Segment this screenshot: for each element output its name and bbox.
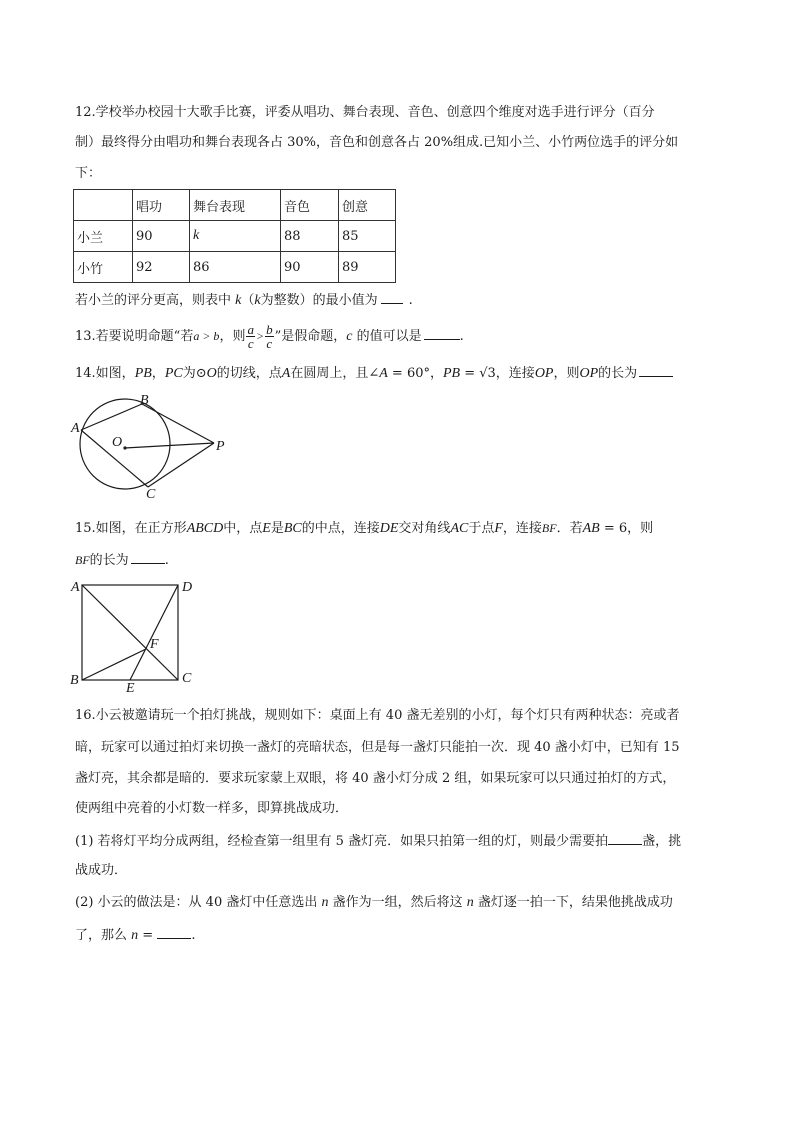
q13-line: 13.若要说明命题“若a > b，则 $\frac{a}{c}$ > $\frac{b}{c}$ ”是假命题，c 的值可以是 . (75, 322, 464, 351)
table-cell: 90 (281, 252, 339, 283)
square-figure (66, 574, 202, 696)
label-b: B (140, 393, 149, 408)
answer-blank[interactable] (157, 924, 191, 939)
q16-part1-line-2: 战成功． (75, 863, 128, 878)
q16-part2-line-2: 了，那么 n = . (75, 924, 195, 944)
score-table (73, 189, 396, 283)
q16-line-3: 盏灯亮，其余都是暗的．要求玩家蒙上双眼，将 40 盏小灯分成 2 组，如果玩家可以只通过拍灯的方式， (75, 771, 676, 786)
label-c: C (146, 487, 156, 502)
table-cell: 92 (133, 252, 190, 283)
q16-part1-line: (1) 若将灯平均分成两组，经检查第一组里有 5 盏灯亮．如果只拍第一组的灯，则最少需要拍 盏，挑 (75, 830, 681, 850)
q12-line-1: 12.学校举办校园十大歌手比赛，评委从唱功、舞台表现、音色、创意四个维度对选手进行评分（百分 (75, 105, 655, 120)
table-cell: 89 (339, 252, 396, 283)
fraction-a-over-c: $\frac{a}{c}$ (247, 322, 254, 351)
segment-de (130, 585, 178, 680)
circle-tangent-figure (68, 390, 238, 502)
table-cell: 小竹 (74, 252, 133, 283)
label-f: F (150, 637, 159, 652)
label-b: B (70, 673, 79, 688)
answer-blank[interactable] (131, 549, 165, 564)
table-cell: 88 (281, 221, 339, 252)
label-a: A (71, 580, 80, 595)
table-cell: 舞台表现 (190, 190, 281, 221)
center-dot (123, 446, 126, 449)
q16-line-4: 使两组中亮着的小灯数一样多，即算挑战成功． (75, 801, 349, 816)
table-cell: 音色 (281, 190, 339, 221)
label-a: A (71, 421, 80, 436)
answer-blank[interactable] (639, 362, 673, 377)
table-cell: 90 (133, 221, 190, 252)
q15-line-2: BF的长为 . (75, 549, 169, 569)
label-o: O (112, 435, 123, 450)
label-d: D (182, 580, 193, 595)
answer-blank[interactable] (424, 325, 460, 340)
table-cell (74, 190, 133, 221)
tangent-pb (142, 404, 214, 443)
table-cell: 小兰 (74, 221, 133, 252)
q12-answer-line: 若小兰的评分更高，则表中 k（k为整数）的最小值为 . (75, 289, 413, 309)
segment-ab (81, 404, 142, 430)
fraction-b-over-c: $\frac{b}{c}$ (266, 322, 273, 351)
q15-line-1: 15.如图，在正方形ABCD中，点E是BC的中点，连接DE交对角线AC于点F，连接BF．若AB = 6，则 (75, 521, 654, 536)
table-row (74, 221, 396, 252)
table-row (74, 252, 396, 283)
label-p: P (216, 439, 225, 454)
q16-line-1: 16.小云被邀请玩一个拍灯挑战，规则如下：桌面上有 40 盏无差别的小灯，每个灯只有两种状态：亮或者 (75, 708, 680, 723)
q14-line: 14.如图，PB，PC为⊙O的切线，点A在圆周上，且∠A = 60°，PB = √3，连接OP，则OP的长为 (75, 362, 673, 382)
table-cell: 创意 (339, 190, 396, 221)
answer-blank[interactable] (381, 289, 403, 304)
label-e: E (126, 681, 135, 696)
tangent-pc (148, 443, 214, 487)
answer-blank[interactable] (608, 830, 642, 845)
q16-part2-line: (2) 小云的做法是：从 40 盏灯中任意选出 n 盏作为一组，然后将这 n 盏灯逐一拍一下，结果他挑战成功 (75, 895, 673, 910)
q12-line-2: 制）最终得分由唱功和舞台表现各占 30%，音色和创意各占 20%组成.已知小兰、小竹两位选手的评分如 (75, 135, 679, 150)
segment-bf (82, 649, 146, 680)
table-cell: 85 (339, 221, 396, 252)
table-header-row (74, 190, 396, 221)
diagonal-ac (82, 585, 178, 680)
table-cell: 86 (190, 252, 281, 283)
q12-line-3: 下： (75, 166, 102, 181)
table-cell: 唱功 (133, 190, 190, 221)
q16-line-2: 暗，玩家可以通过拍灯来切换一盏灯的亮暗状态，但是每一盏灯只能拍一次．现 40 盏小灯中，已知有 15 (75, 740, 680, 755)
label-c: C (182, 671, 192, 686)
table-cell: k (190, 221, 281, 252)
